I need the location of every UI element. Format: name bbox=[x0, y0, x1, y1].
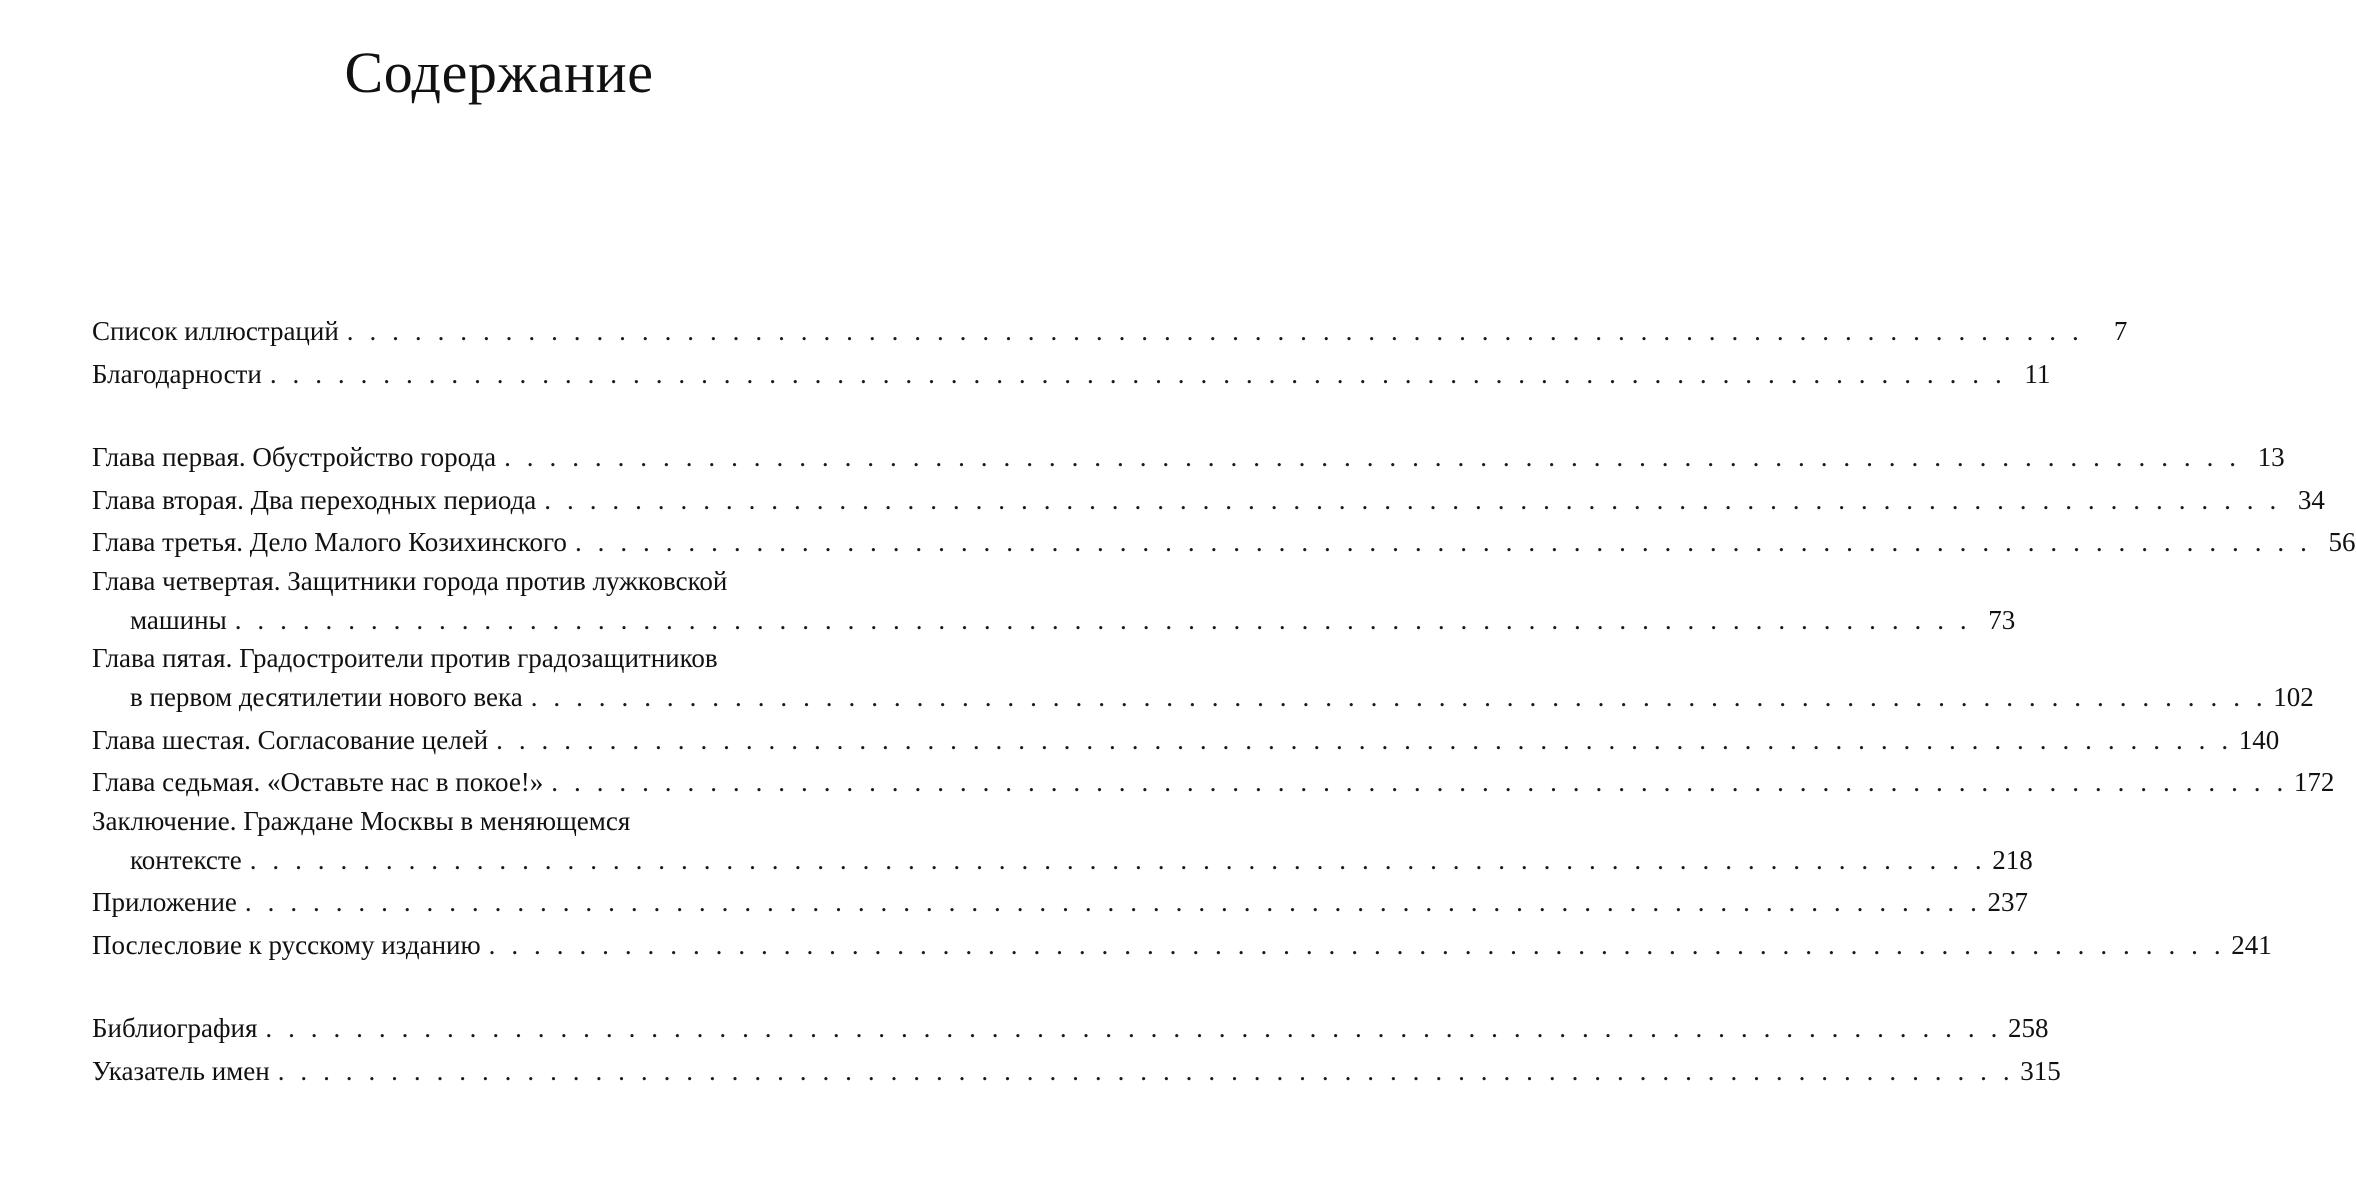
toc-page-number: 241 bbox=[2231, 929, 2272, 960]
toc-entry-row bbox=[92, 924, 2272, 967]
toc-entry-chapter-3[interactable] bbox=[92, 521, 2356, 564]
toc-entry-label: Глава первая. Обустройство города bbox=[92, 442, 497, 472]
dot-leader: . . . . . . . . . . . . . . . . . . . . . . . . . . . . . . . . . . . . . . . . . . . . . . . . . . . . . . . . . . . . . . . . . . . . . . . . . . . . . bbox=[504, 442, 2241, 472]
toc-page-number: 73 bbox=[1988, 604, 2016, 635]
toc-entry-label: контексте bbox=[130, 844, 242, 875]
toc-entry-row bbox=[92, 1007, 2049, 1050]
toc-entry-afterword[interactable] bbox=[92, 924, 2272, 967]
dot-leader: . . . . . . . . . . . . . . . . . . . . . . . . . . . . . . . . . . . . . . . . . . . . . . . . . . . . . . . . . . . . . . . . . . . . . . . . . . . . . bbox=[574, 527, 2312, 557]
toc-entry-label: в первом десятилетии нового века bbox=[130, 682, 523, 712]
dot-leader: . . . . . . . . . . . . . . . . . . . . . . . . . . . . . . . . . . . . . . . . . . . . . . . . . . . . . . . . . . . . . . . . . . . . . . . . . . . . . bbox=[244, 887, 1982, 917]
toc-entry-label: машины bbox=[130, 604, 227, 635]
toc-entry-illustrations[interactable] bbox=[92, 310, 2128, 353]
toc-entry-label: Список иллюстраций bbox=[92, 316, 339, 346]
toc-entry-title-first-line: Глава пятая. Градостроители против градозащитников bbox=[92, 643, 718, 673]
toc-entry-appendix[interactable] bbox=[92, 881, 2028, 924]
toc-entry-row bbox=[92, 521, 2356, 564]
toc-entry-label: Глава третья. Дело Малого Козихинского bbox=[92, 527, 567, 557]
dot-leader: . . . . . . . . . . . . . . . . . . . . . . . . . . . . . . . . . . . . . . . . . . . . . . . . . . . . . . . . . . . . . . . . . . . . . . . . . . . . . bbox=[234, 604, 1972, 635]
toc-entry-label: Послесловие к русскому изданию bbox=[92, 929, 481, 960]
toc-entry-row bbox=[92, 761, 2335, 804]
toc-entry-label: Глава шестая. Согласование целей bbox=[92, 724, 489, 755]
dot-leader: . . . . . . . . . . . . . . . . . . . . . . . . . . . . . . . . . . . . . . . . . . . . . . . . . . . . . . . . . . . . . . . . . . . . . . . . . . . . . bbox=[277, 1055, 2015, 1086]
toc-entry-label: Глава вторая. Два переходных периода bbox=[92, 484, 537, 515]
table-of-contents bbox=[92, 310, 2356, 1092]
dot-leader: . . . . . . . . . . . . . . . . . . . . . . . . . . . . . . . . . . . . . . . . . . . . . . . . . . . . . . . . . . . . . . . . . . . . . . . . . . . . . bbox=[269, 358, 2007, 389]
toc-entry-chapter-4[interactable] bbox=[92, 564, 2016, 642]
toc-page-number: 218 bbox=[1992, 844, 2033, 875]
toc-entry-chapter-2[interactable] bbox=[92, 479, 2325, 522]
toc-entry-row bbox=[92, 436, 2285, 479]
toc-entry-label: Глава седьмая. «Оставьте нас в покое!» bbox=[92, 767, 544, 797]
toc-entry-row bbox=[92, 719, 2280, 762]
toc-entry-conclusion[interactable] bbox=[92, 804, 2033, 882]
dot-leader: . . . . . . . . . . . . . . . . . . . . . . . . . . . . . . . . . . . . . . . . . . . . . . . . . . . . . . . . . . . . . . . . . . . . . . . . . . . . . bbox=[530, 682, 2268, 712]
toc-entry-label: Приложение bbox=[92, 887, 237, 917]
toc-entry-chapter-1[interactable] bbox=[92, 436, 2285, 479]
toc-group-chapters bbox=[92, 436, 2356, 966]
toc-page-number: 315 bbox=[2020, 1055, 2061, 1086]
toc-entry-row bbox=[92, 310, 2128, 353]
toc-page-number: 258 bbox=[2007, 1013, 2049, 1043]
dot-leader: . . . . . . . . . . . . . . . . . . . . . . . . . . . . . . . . . . . . . . . . . . . . . . . . . . . . . . . . . . . . . . . . . . . . . . . . . . . . . bbox=[551, 767, 2288, 797]
toc-page-number: 11 bbox=[2024, 358, 2051, 389]
toc-entry-title-first-line: Заключение. Граждане Москвы в меняющемся bbox=[92, 805, 631, 836]
dot-leader: . . . . . . . . . . . . . . . . . . . . . . . . . . . . . . . . . . . . . . . . . . . . . . . . . . . . . . . . . . . . . . . . . . . . . . . . . . . . . bbox=[249, 844, 1987, 875]
toc-entry-title-first-line: Глава четвертая. Защитники города против лужковской bbox=[92, 565, 728, 596]
toc-page-number: 34 bbox=[2297, 484, 2325, 515]
toc-entry-row bbox=[92, 839, 2033, 882]
toc-entry-bibliography[interactable] bbox=[92, 1007, 2049, 1050]
toc-page-number: 56 bbox=[2328, 527, 2356, 557]
toc-page-number: 13 bbox=[2257, 442, 2285, 472]
toc-page-number: 7 bbox=[2113, 316, 2128, 346]
toc-entry-name-index[interactable] bbox=[92, 1050, 2061, 1093]
toc-page-number: 140 bbox=[2238, 724, 2280, 755]
toc-entry-chapter-6[interactable] bbox=[92, 719, 2280, 762]
toc-page-number: 237 bbox=[1987, 887, 2028, 917]
toc-group-front-matter bbox=[92, 310, 2128, 395]
toc-entry-row bbox=[92, 881, 2028, 924]
dot-leader: . . . . . . . . . . . . . . . . . . . . . . . . . . . . . . . . . . . . . . . . . . . . . . . . . . . . . . . . . . . . . . . . . . . . . . . . . . . . . bbox=[265, 1013, 2002, 1043]
toc-page-number: 172 bbox=[2293, 767, 2335, 797]
toc-entry-row bbox=[92, 479, 2325, 522]
toc-entry-acknowledgements[interactable] bbox=[92, 353, 2051, 396]
dot-leader: . . . . . . . . . . . . . . . . . . . . . . . . . . . . . . . . . . . . . . . . . . . . . . . . . . . . . . . . . . . . . . . . . . . . . . . . . . . . . bbox=[544, 484, 2281, 515]
toc-page-number: 102 bbox=[2273, 682, 2314, 712]
toc-entry-label: Библиография bbox=[92, 1013, 258, 1043]
dot-leader: . . . . . . . . . . . . . . . . . . . . . . . . . . . . . . . . . . . . . . . . . . . . . . . . . . . . . . . . . . . . . . . . . . . . . . . . . . . . . bbox=[488, 929, 2226, 960]
toc-entry-chapter-5[interactable] bbox=[92, 641, 2314, 719]
dot-leader: . . . . . . . . . . . . . . . . . . . . . . . . . . . . . . . . . . . . . . . . . . . . . . . . . . . . . . . . . . . . . . . . . . . . . . . . . . . . . bbox=[496, 724, 2233, 755]
toc-entry-label: Указатель имен bbox=[92, 1055, 270, 1086]
toc-entry-row bbox=[92, 353, 2051, 396]
toc-entry-chapter-7[interactable] bbox=[92, 761, 2335, 804]
dot-leader: . . . . . . . . . . . . . . . . . . . . . . . . . . . . . . . . . . . . . . . . . . . . . . . . . . . . . . . . . . . . . . . . . . . . . . . . . . . . . bbox=[346, 316, 2084, 346]
toc-group-back-matter bbox=[92, 1007, 2061, 1092]
toc-entry-row bbox=[92, 676, 2314, 719]
toc-entry-label: Благодарности bbox=[92, 358, 262, 389]
page-title: Содержание bbox=[344, 40, 654, 105]
toc-entry-row bbox=[92, 1050, 2061, 1093]
toc-entry-row bbox=[92, 599, 2016, 642]
